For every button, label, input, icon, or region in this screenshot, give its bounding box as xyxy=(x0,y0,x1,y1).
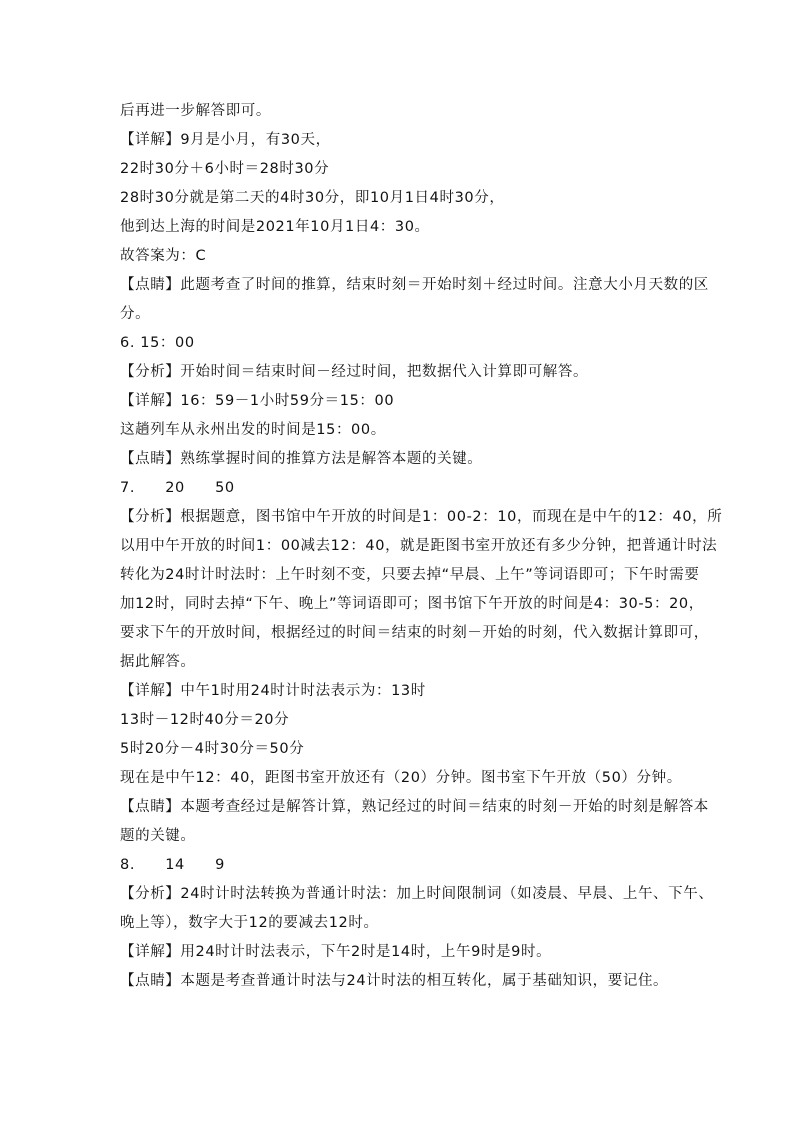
text-line: 题的关键。 xyxy=(120,828,196,844)
text-line: 13时－12时40分＝20分 xyxy=(120,712,290,728)
text-line: 【点睛】本题考查经过是解答计算，熟记经过的时间＝结束的时刻－开始的时刻是解答本 xyxy=(120,799,709,815)
text-line: 【点睛】本题是考查普通计时法与24计时法的相互转化，属于基础知识，要记住。 xyxy=(120,973,669,989)
text-line: 【详解】16：59－1小时59分＝15：00 xyxy=(120,393,395,409)
text-line: 分。 xyxy=(120,306,151,322)
text-line: 加12时，同时去掉“下午、晚上”等词语即可；图书馆下午开放的时间是4：30-5：20， xyxy=(120,596,704,612)
question-number: 6. 15：00 xyxy=(120,335,195,351)
text-line: 以用中午开放的时间1：00减去12：40，就是距图书室开放还有多少分钟，把普通计时法 xyxy=(120,538,718,554)
text-line: 【详解】中午1时用24时计时法表示为：13时 xyxy=(120,683,426,699)
text-line: 要求下午的开放时间，根据经过的时间＝结束的时刻－开始的时刻，代入数据计算即可， xyxy=(120,625,709,641)
question-number: 7. 20 50 xyxy=(120,480,235,496)
question-number: 8. 14 9 xyxy=(120,857,225,873)
text-line: 【点睛】熟练掌握时间的推算方法是解答本题的关键。 xyxy=(120,451,483,467)
text-line: 【分析】开始时间＝结束时间－经过时间，把数据代入计算即可解答。 xyxy=(120,364,589,380)
text-line: 晚上等），数字大于12的要减去12时。 xyxy=(120,915,379,931)
text-line: 22时30分＋6小时＝28时30分 xyxy=(120,161,330,177)
text-line: 【详解】9月是小月，有30天， xyxy=(120,132,331,148)
text-line: 他到达上海的时间是2021年10月1日4：30。 xyxy=(120,219,430,235)
text-line: 故答案为：C xyxy=(120,248,207,264)
text-line: 【点睛】此题考查了时间的推算，结束时刻＝开始时刻＋经过时间。注意大小月天数的区 xyxy=(120,277,709,293)
text-line: 【分析】24时计时法转换为普通计时法：加上时间限制词（如凌晨、早晨、上午、下午、 xyxy=(120,886,714,902)
text-line: 转化为24时计时法时：上午时刻不变，只要去掉“早晨、上午”等词语即可；下午时需要 xyxy=(120,567,700,583)
text-line: 【分析】根据题意，图书馆中午开放的时间是1：00-2：10，而现在是中午的12：40，所 xyxy=(120,509,723,525)
text-line: 后再进一步解答即可。 xyxy=(120,103,271,119)
text-line: 【详解】用24时计时法表示，下午2时是14时，上午9时是9时。 xyxy=(120,944,552,960)
text-line: 据此解答。 xyxy=(120,654,196,670)
text-line: 28时30分就是第二天的4时30分，即10月1日4时30分， xyxy=(120,190,505,206)
text-line: 现在是中午12：40，距图书室开放还有（20）分钟。图书室下午开放（50）分钟。 xyxy=(120,770,682,786)
text-line: 这趟列车从永州出发的时间是15：00。 xyxy=(120,422,386,438)
text-line: 5时20分－4时30分＝50分 xyxy=(120,741,305,757)
